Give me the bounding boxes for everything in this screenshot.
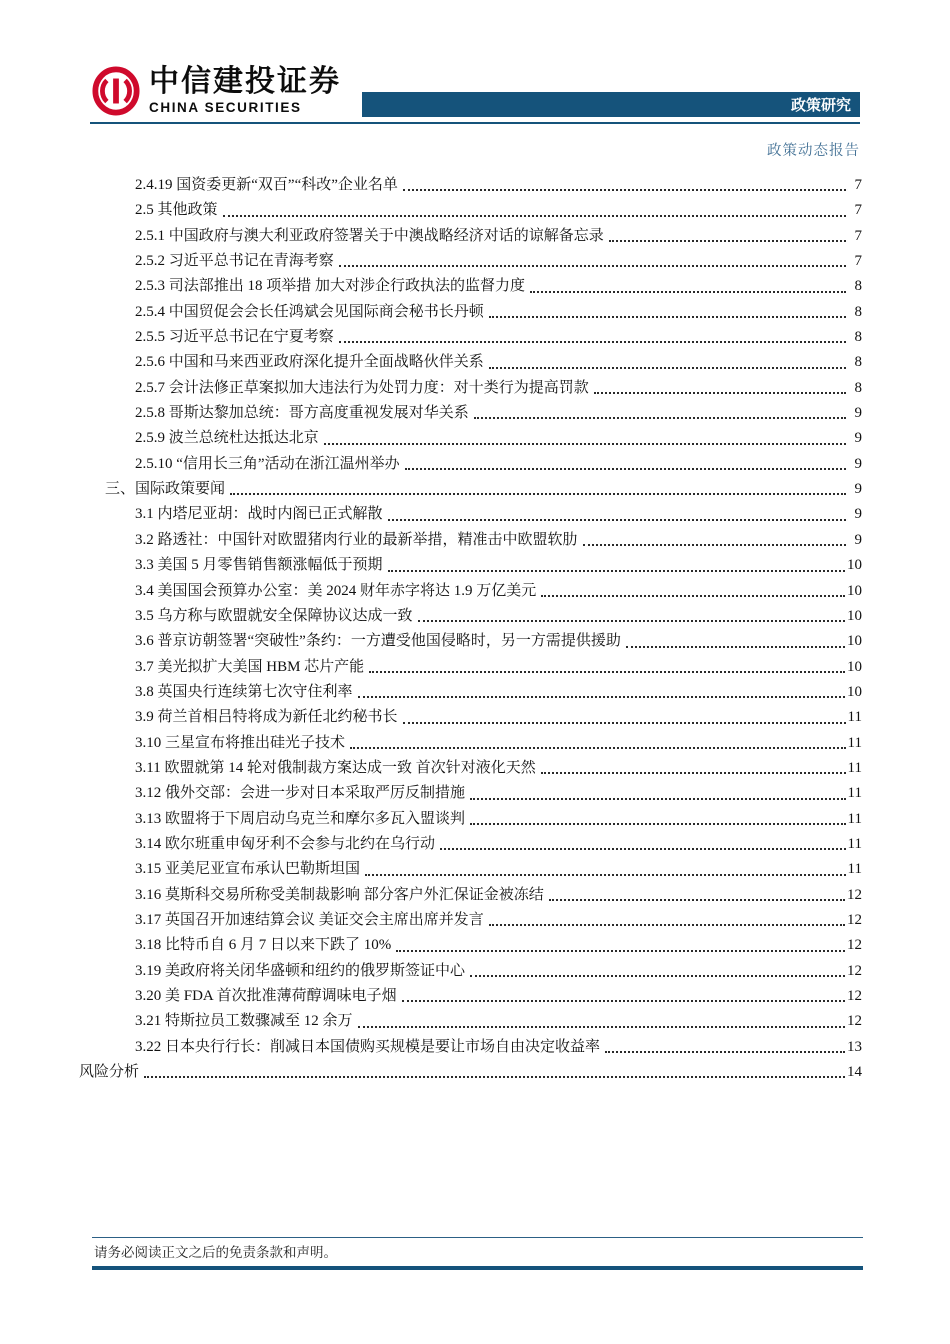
toc-entry-page: 12 xyxy=(847,988,862,1004)
toc-dot-leader xyxy=(364,655,847,680)
toc-dot-leader xyxy=(397,984,847,1009)
toc-entry-label: 3.8 英国央行连续第七次守住利率 xyxy=(135,683,353,700)
toc-entry-page: 14 xyxy=(847,1064,862,1081)
toc-entry-label: 3.1 内塔尼亚胡：战时内阁已正式解散 xyxy=(135,506,383,523)
toc-entry-page: 10 xyxy=(847,582,862,599)
toc-dot-leader xyxy=(536,756,848,781)
toc-entry-page: 11 xyxy=(847,810,862,827)
toc-entry-label: 三、国际政策要闻 xyxy=(105,481,226,498)
toc-dot-leader xyxy=(398,705,848,730)
toc-entry-page: 7 xyxy=(854,202,862,219)
toc-entry[interactable] xyxy=(79,731,862,756)
toc-entry-page: 10 xyxy=(847,683,862,700)
toc-entry[interactable] xyxy=(79,376,862,401)
toc-entry-page: 11 xyxy=(847,785,862,802)
toc-dot-leader xyxy=(400,452,848,477)
toc-dot-leader xyxy=(319,426,848,451)
toc-entry-label: 3.16 莫斯科交易所称受美制裁影响 部分客户外汇保证金被冻结 xyxy=(135,886,544,903)
toc-entry[interactable] xyxy=(79,807,862,832)
toc-entry[interactable] xyxy=(79,274,862,299)
toc-entry[interactable] xyxy=(79,579,862,604)
logo-name-chinese: 中信建投证券 xyxy=(149,65,341,99)
toc-dot-leader xyxy=(413,604,847,629)
company-logo xyxy=(92,66,341,116)
toc-entry[interactable] xyxy=(79,553,862,578)
toc-entry[interactable] xyxy=(79,832,862,857)
toc-dot-leader xyxy=(435,832,848,857)
toc-entry-page: 10 xyxy=(847,557,862,574)
toc-entry[interactable] xyxy=(79,528,862,553)
toc-dot-leader xyxy=(398,173,848,198)
toc-dot-leader xyxy=(353,680,847,705)
toc-entry-page: 7 xyxy=(854,253,862,270)
toc-entry-page: 11 xyxy=(847,835,862,852)
toc-dot-leader xyxy=(334,249,848,274)
toc-entry[interactable] xyxy=(79,477,862,502)
toc-entry-label: 3.9 荷兰首相吕特将成为新任北约秘书长 xyxy=(135,709,398,726)
toc-entry[interactable] xyxy=(79,1009,862,1034)
toc-entry-page: 9 xyxy=(854,405,862,422)
toc-entry-page: 11 xyxy=(847,709,862,726)
toc-entry-label: 3.12 俄外交部：会进一步对日本采取严厉反制措施 xyxy=(135,785,466,802)
toc-entry-page: 13 xyxy=(847,1038,862,1055)
toc-entry-label: 2.5.3 司法部推出 18 项举措 加大对涉企行政执法的监督力度 xyxy=(135,278,526,295)
toc-dot-leader xyxy=(544,883,847,908)
toc-dot-leader xyxy=(345,731,848,756)
toc-dot-leader xyxy=(334,325,848,350)
disclaimer-text: 请务必阅读正文之后的免责条款和声明。 xyxy=(94,1245,337,1260)
toc-dot-leader xyxy=(536,579,847,604)
toc-entry[interactable] xyxy=(79,781,862,806)
toc-dot-leader xyxy=(621,629,847,654)
toc-entry-label: 2.5.1 中国政府与澳大利亚政府签署关于中澳战略经济对话的谅解备忘录 xyxy=(135,227,604,244)
toc-entry-page: 10 xyxy=(847,658,862,675)
toc-entry[interactable] xyxy=(79,325,862,350)
toc-entry-page: 10 xyxy=(847,633,862,650)
toc-dot-leader xyxy=(604,224,848,249)
toc-entry-page: 8 xyxy=(854,303,862,320)
toc-entry[interactable] xyxy=(79,705,862,730)
toc-entry[interactable] xyxy=(79,401,862,426)
toc-entry[interactable] xyxy=(79,883,862,908)
logo-text xyxy=(149,67,341,115)
toc-entry-page: 12 xyxy=(847,962,862,979)
toc-entry-page: 7 xyxy=(854,177,862,193)
toc-entry[interactable] xyxy=(79,198,862,223)
toc-dot-leader xyxy=(225,477,848,502)
toc-entry-label: 3.19 美政府将关闭华盛顿和纽约的俄罗斯签证中心 xyxy=(135,962,466,979)
toc-dot-leader xyxy=(353,1009,847,1034)
toc-entry[interactable] xyxy=(79,629,862,654)
toc-entry-label: 3.18 比特币自 6 月 7 日以来下跌了 10% xyxy=(135,937,392,954)
toc-entry[interactable] xyxy=(79,249,862,274)
toc-entry-page: 9 xyxy=(854,481,862,498)
toc-dot-leader xyxy=(465,959,847,984)
toc-entry[interactable] xyxy=(79,908,862,933)
toc-entry-label: 3.22 日本央行行长：削减日本国债购买规模是要让市场自由决定收益率 xyxy=(135,1038,601,1055)
toc-dot-leader xyxy=(218,198,848,223)
toc-entry[interactable] xyxy=(79,452,862,477)
toc-dot-leader xyxy=(484,300,848,325)
page-footer xyxy=(92,1237,863,1270)
toc-dot-leader xyxy=(469,401,848,426)
toc-entry-label: 2.5.2 习近平总书记在青海考察 xyxy=(135,253,334,270)
toc-entry-label: 3.20 美 FDA 首次批准薄荷醇调味电子烟 xyxy=(135,988,397,1004)
toc-entry-label: 3.11 欧盟就第 14 轮对俄制裁方案达成一致 首次针对液化天然 xyxy=(135,759,536,776)
toc-entry-label: 2.5.10 “信用长三角”活动在浙江温州举办 xyxy=(135,455,400,472)
toc-entry[interactable] xyxy=(79,655,862,680)
toc-entry-label: 2.4.19 国资委更新“双百”“科改”企业名单 xyxy=(135,177,398,193)
toc-entry-label: 2.5.5 习近平总书记在宁夏考察 xyxy=(135,329,334,346)
toc-entry[interactable] xyxy=(79,933,862,958)
category-banner xyxy=(362,92,860,117)
toc-entry[interactable] xyxy=(79,680,862,705)
toc-entry-label: 3.6 普京访朝签署“突破性”条约：一方遭受他国侵略时，另一方需提供援助 xyxy=(135,633,621,650)
header-divider xyxy=(90,122,860,124)
toc-entry[interactable] xyxy=(79,300,862,325)
toc-entry[interactable] xyxy=(79,173,862,198)
toc-entry[interactable] xyxy=(79,502,862,527)
toc-dot-leader xyxy=(525,274,848,299)
toc-entry-label: 2.5.7 会计法修正草案拟加大违法行为处罚力度：对十类行为提高罚款 xyxy=(135,379,589,396)
toc-entry-page: 11 xyxy=(847,861,862,878)
toc-entry-label: 2.5 其他政策 xyxy=(135,202,218,219)
toc-entry-page: 12 xyxy=(847,1013,862,1030)
logo-name-english: CHINA SECURITIES xyxy=(149,100,302,116)
toc-dot-leader xyxy=(465,807,848,832)
toc-dot-leader xyxy=(484,350,848,375)
toc-entry[interactable] xyxy=(79,1035,862,1060)
toc-entry-label: 3.5 乌方称与欧盟就安全保障协议达成一致 xyxy=(135,607,413,624)
toc-dot-leader xyxy=(600,1035,847,1060)
toc-entry-page: 9 xyxy=(854,531,862,548)
toc-entry[interactable] xyxy=(79,224,862,249)
toc-entry-label: 风险分析 xyxy=(79,1064,140,1081)
toc-dot-leader xyxy=(484,908,847,933)
toc-dot-leader xyxy=(578,528,848,553)
toc-entry-label: 3.10 三星宣布将推出硅光子技术 xyxy=(135,734,346,751)
toc-entry-label: 3.4 美国国会预算办公室：美 2024 财年赤字将达 1.9 万亿美元 xyxy=(135,582,537,599)
toc-dot-leader xyxy=(391,933,847,958)
toc-dot-leader xyxy=(383,553,847,578)
toc-entry[interactable] xyxy=(79,756,862,781)
toc-entry-label: 3.15 亚美尼亚宣布承认巴勒斯坦国 xyxy=(135,861,361,878)
toc-entry-label: 3.7 美光拟扩大美国 HBM 芯片产能 xyxy=(135,658,365,675)
toc-entry-label: 3.2 路透社：中国针对欧盟猪肉行业的最新举措，精准击中欧盟软肋 xyxy=(135,531,578,548)
report-type-label: 政策动态报告 xyxy=(767,143,860,159)
toc-entry-page: 9 xyxy=(854,430,862,447)
toc-entry[interactable] xyxy=(79,426,862,451)
toc-entry-page: 8 xyxy=(854,354,862,371)
toc-entry-page: 8 xyxy=(854,379,862,396)
toc-entry-page: 10 xyxy=(847,607,862,624)
toc-entry-label: 2.5.4 中国贸促会会长任鸿斌会见国际商会秘书长丹顿 xyxy=(135,303,484,320)
toc-entry[interactable] xyxy=(79,604,862,629)
toc-dot-leader xyxy=(360,857,848,882)
toc-entry-page: 11 xyxy=(847,734,862,751)
toc-dot-leader xyxy=(465,781,848,806)
toc-dot-leader xyxy=(589,376,848,401)
toc-entry-label: 2.5.6 中国和马来西亚政府深化提升全面战略伙伴关系 xyxy=(135,354,484,371)
toc-entry-page: 12 xyxy=(847,886,862,903)
toc-entry-label: 3.21 特斯拉员工数骤减至 12 余万 xyxy=(135,1013,353,1030)
toc-entry-label: 2.5.9 波兰总统杜达抵达北京 xyxy=(135,430,319,447)
toc-entry-page: 9 xyxy=(854,506,862,523)
toc-entry-page: 7 xyxy=(854,227,862,244)
toc-entry-page: 8 xyxy=(854,278,862,295)
toc-entry-label: 3.13 欧盟将于下周启动乌克兰和摩尔多瓦入盟谈判 xyxy=(135,810,466,827)
toc-entry[interactable] xyxy=(79,984,862,1009)
toc-entry-page: 12 xyxy=(847,911,862,928)
toc-entry-page: 11 xyxy=(847,759,862,776)
toc-entry-page: 9 xyxy=(854,455,862,472)
toc-entry-label: 2.5.8 哥斯达黎加总统：哥方高度重视发展对华关系 xyxy=(135,405,469,422)
toc-dot-leader xyxy=(139,1060,847,1085)
toc-entry-label: 3.14 欧尔班重申匈牙利不会参与北约在乌行动 xyxy=(135,835,436,852)
toc-entry[interactable] xyxy=(79,959,862,984)
citic-emblem-icon xyxy=(92,66,140,116)
category-banner-label: 政策研究 xyxy=(790,97,851,114)
toc-entry-label: 3.17 英国召开加速结算会议 美证交会主席出席并发言 xyxy=(135,911,484,928)
toc-dot-leader xyxy=(383,502,848,527)
toc-entry-page: 8 xyxy=(854,329,862,346)
toc-entry[interactable] xyxy=(79,350,862,375)
toc-list xyxy=(79,173,862,1085)
toc-entry[interactable] xyxy=(79,857,862,882)
toc-entry[interactable] xyxy=(79,1060,862,1085)
toc-entry-label: 3.3 美国 5 月零售销售额涨幅低于预期 xyxy=(135,557,383,574)
toc-entry-page: 12 xyxy=(847,937,862,954)
